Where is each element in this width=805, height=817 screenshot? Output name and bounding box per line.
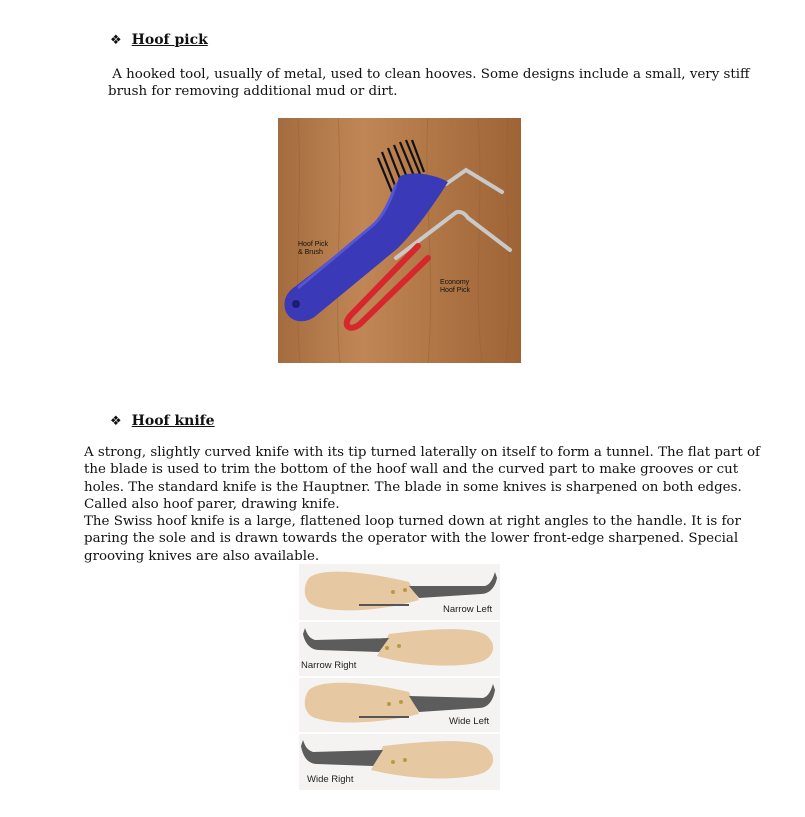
paragraph-line: brush for removing additional mud or dirt. [108, 84, 398, 100]
paragraph-line: grooving knives are also available. [84, 548, 320, 564]
figure-label: Hoof Pick [298, 241, 328, 248]
section-heading-hoof-pick [110, 32, 208, 48]
section-heading-hoof-knife [110, 413, 215, 429]
paragraph-line: holes. The standard knife is the Hauptner. The blade in some knives is sharpened on both edges. [84, 479, 742, 495]
heading-text: Hoof pick [131, 32, 208, 48]
knife-label: Wide Left [449, 716, 490, 727]
paragraph-line: paring the sole and is drawn towards the operator with the lower front-edge sharpened. Special [84, 531, 739, 547]
hoof-knife-description [84, 444, 760, 565]
paragraph-line: A strong, slightly curved knife with its tip turned laterally on itself to form a tunnel. The flat part of [84, 445, 760, 460]
hoof-knives-photo [299, 564, 500, 790]
figure-label: Economy [440, 279, 470, 286]
figure-label: Hoof Pick [440, 287, 470, 294]
knife-label: Wide Right [307, 774, 354, 785]
paragraph-line: the blade is used to trim the bottom of the hoof wall and the curved part to make grooves or cut [84, 462, 739, 478]
knife-label: Narrow Right [301, 660, 357, 671]
figure-label: & Brush [298, 249, 323, 256]
hoof-pick-description [108, 66, 750, 101]
paragraph-line: The Swiss hoof knife is a large, flattened loop turned down at right angles to the handle. It is for [84, 514, 741, 530]
paragraph-line: Called also hoof parer, drawing knife. [84, 496, 340, 512]
diamond-bullet-icon: ❖ [110, 33, 122, 48]
diamond-bullet-icon: ❖ [110, 414, 122, 429]
knife-label: Narrow Left [443, 604, 493, 615]
paragraph-line: A hooked tool, usually of metal, used to clean hooves. Some designs include a small, very stiff [108, 67, 750, 82]
heading-text: Hoof knife [131, 413, 215, 429]
hoof-pick-photo [278, 118, 521, 363]
